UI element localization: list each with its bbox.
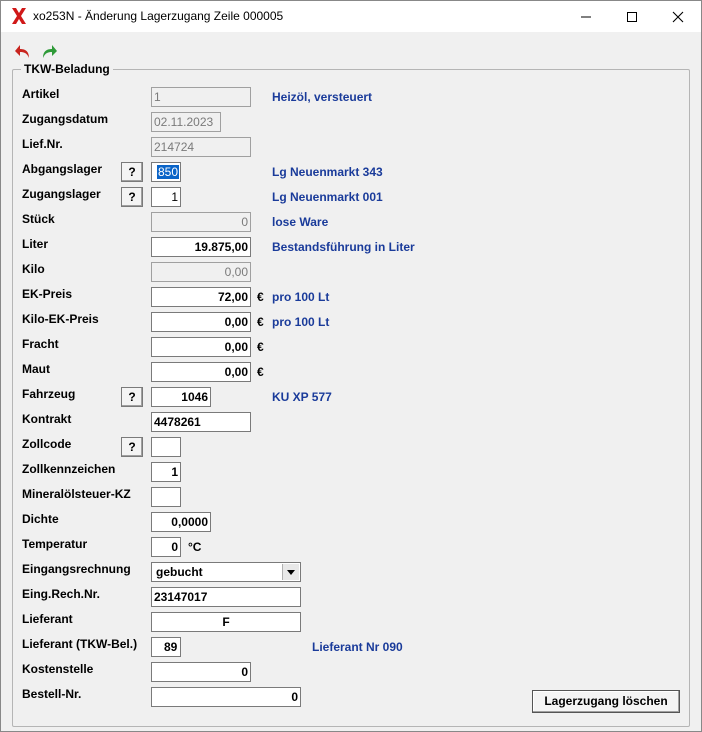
- lieferant-input[interactable]: F: [151, 612, 301, 632]
- chevron-down-icon: [283, 564, 299, 580]
- zugangsdatum-input[interactable]: 02.11.2023: [151, 112, 221, 132]
- zugangslager-label: Zugangslager: [22, 187, 101, 201]
- group-title: TKW-Beladung: [21, 62, 113, 76]
- lief-nr-input[interactable]: 214724: [151, 137, 251, 157]
- fahrzeug-label: Fahrzeug: [22, 387, 76, 401]
- kilo-ek-preis-info: pro 100 Lt: [272, 315, 330, 329]
- eing-rech-nr-input[interactable]: 23147017: [151, 587, 301, 607]
- close-icon: [672, 11, 684, 23]
- zugangslager-lookup-button[interactable]: ?: [121, 187, 143, 207]
- close-button[interactable]: [655, 1, 701, 32]
- zollkennzeichen-input[interactable]: 1: [151, 462, 181, 482]
- abgangslager-label: Abgangslager: [22, 162, 103, 176]
- liter-label: Liter: [22, 237, 49, 251]
- zugangslager-input[interactable]: 1: [151, 187, 181, 207]
- lief-nr-label: Lief.Nr.: [22, 137, 63, 151]
- ek-preis-unit: €: [257, 290, 264, 304]
- fracht-label: Fracht: [22, 337, 59, 351]
- zugangslager-info: Lg Neuenmarkt 001: [272, 190, 383, 204]
- mineraloelsteuer-kz-label: Mineralölsteuer-KZ: [22, 487, 131, 501]
- liter-info: Bestandsführung in Liter: [272, 240, 415, 254]
- lagerzugang-loeschen-button[interactable]: Lagerzugang löschen: [532, 690, 680, 713]
- redo-arrow-icon[interactable]: [38, 43, 58, 61]
- zollcode-lookup-button[interactable]: ?: [121, 437, 143, 457]
- temperatur-unit: °C: [188, 540, 202, 554]
- bestell-nr-label: Bestell-Nr.: [22, 687, 82, 701]
- artikel-label: Artikel: [22, 87, 60, 101]
- maximize-button[interactable]: [609, 1, 655, 32]
- mineraloelsteuer-kz-input[interactable]: [151, 487, 181, 507]
- kilo-label: Kilo: [22, 262, 45, 276]
- lieferant-tkw-label: Lieferant (TKW-Bel.): [22, 637, 138, 651]
- dichte-label: Dichte: [22, 512, 59, 526]
- kontrakt-input[interactable]: 4478261: [151, 412, 251, 432]
- zollcode-input[interactable]: [151, 437, 181, 457]
- fracht-unit: €: [257, 340, 264, 354]
- kontrakt-label: Kontrakt: [22, 412, 72, 426]
- eingangsrechnung-value: gebucht: [156, 565, 203, 579]
- lieferant-tkw-info: Lieferant Nr 090: [312, 640, 403, 654]
- undo-arrow-icon[interactable]: [14, 43, 34, 61]
- maut-label: Maut: [22, 362, 50, 376]
- stueck-label: Stück: [22, 212, 55, 226]
- ek-preis-input[interactable]: 72,00: [151, 287, 251, 307]
- eingangsrechnung-label: Eingangsrechnung: [22, 562, 131, 576]
- kostenstelle-input[interactable]: 0: [151, 662, 251, 682]
- ek-preis-info: pro 100 Lt: [272, 290, 330, 304]
- fahrzeug-info: KU XP 577: [272, 390, 332, 404]
- artikel-info: Heizöl, versteuert: [272, 90, 373, 104]
- minimize-button[interactable]: [563, 1, 609, 32]
- title-bar: [1, 1, 701, 32]
- maut-unit: €: [257, 365, 264, 379]
- fahrzeug-lookup-button[interactable]: ?: [121, 387, 143, 407]
- dichte-input[interactable]: 0,0000: [151, 512, 211, 532]
- kilo-input[interactable]: 0,00: [151, 262, 251, 282]
- stueck-input[interactable]: 0: [151, 212, 251, 232]
- eingangsrechnung-select[interactable]: [151, 562, 301, 582]
- lieferant-tkw-input[interactable]: 89: [151, 637, 181, 657]
- maut-input[interactable]: 0,00: [151, 362, 251, 382]
- eing-rech-nr-label: Eing.Rech.Nr.: [22, 587, 101, 601]
- bestell-nr-input[interactable]: 0: [151, 687, 301, 707]
- kilo-ek-preis-label: Kilo-EK-Preis: [22, 312, 99, 326]
- zollkennzeichen-label: Zollkennzeichen: [22, 462, 116, 476]
- artikel-input[interactable]: 1: [151, 87, 251, 107]
- lieferant-label: Lieferant: [22, 612, 73, 626]
- dropdown-button[interactable]: [282, 564, 299, 580]
- kilo-ek-preis-input[interactable]: 0,00: [151, 312, 251, 332]
- red-x-logo-icon: [11, 7, 27, 25]
- fracht-input[interactable]: 0,00: [151, 337, 251, 357]
- minimize-icon: [580, 11, 592, 23]
- temperatur-input[interactable]: 0: [151, 537, 181, 557]
- zugangsdatum-label: Zugangsdatum: [22, 112, 108, 126]
- window-title: xo253N - Änderung Lagerzugang Zeile 000005: [33, 9, 284, 23]
- abgangslager-input[interactable]: [151, 162, 181, 182]
- kilo-ek-preis-unit: €: [257, 315, 264, 329]
- kostenstelle-label: Kostenstelle: [22, 662, 94, 676]
- abgangslager-value: 850: [158, 165, 179, 179]
- abgangslager-lookup-button[interactable]: ?: [121, 162, 143, 182]
- stueck-info: lose Ware: [272, 215, 329, 229]
- zollcode-label: Zollcode: [22, 437, 72, 451]
- maximize-icon: [626, 11, 638, 23]
- liter-input[interactable]: 19.875,00: [151, 237, 251, 257]
- ek-preis-label: EK-Preis: [22, 287, 73, 301]
- fahrzeug-input[interactable]: 1046: [151, 387, 211, 407]
- temperatur-label: Temperatur: [22, 537, 88, 551]
- abgangslager-info: Lg Neuenmarkt 343: [272, 165, 383, 179]
